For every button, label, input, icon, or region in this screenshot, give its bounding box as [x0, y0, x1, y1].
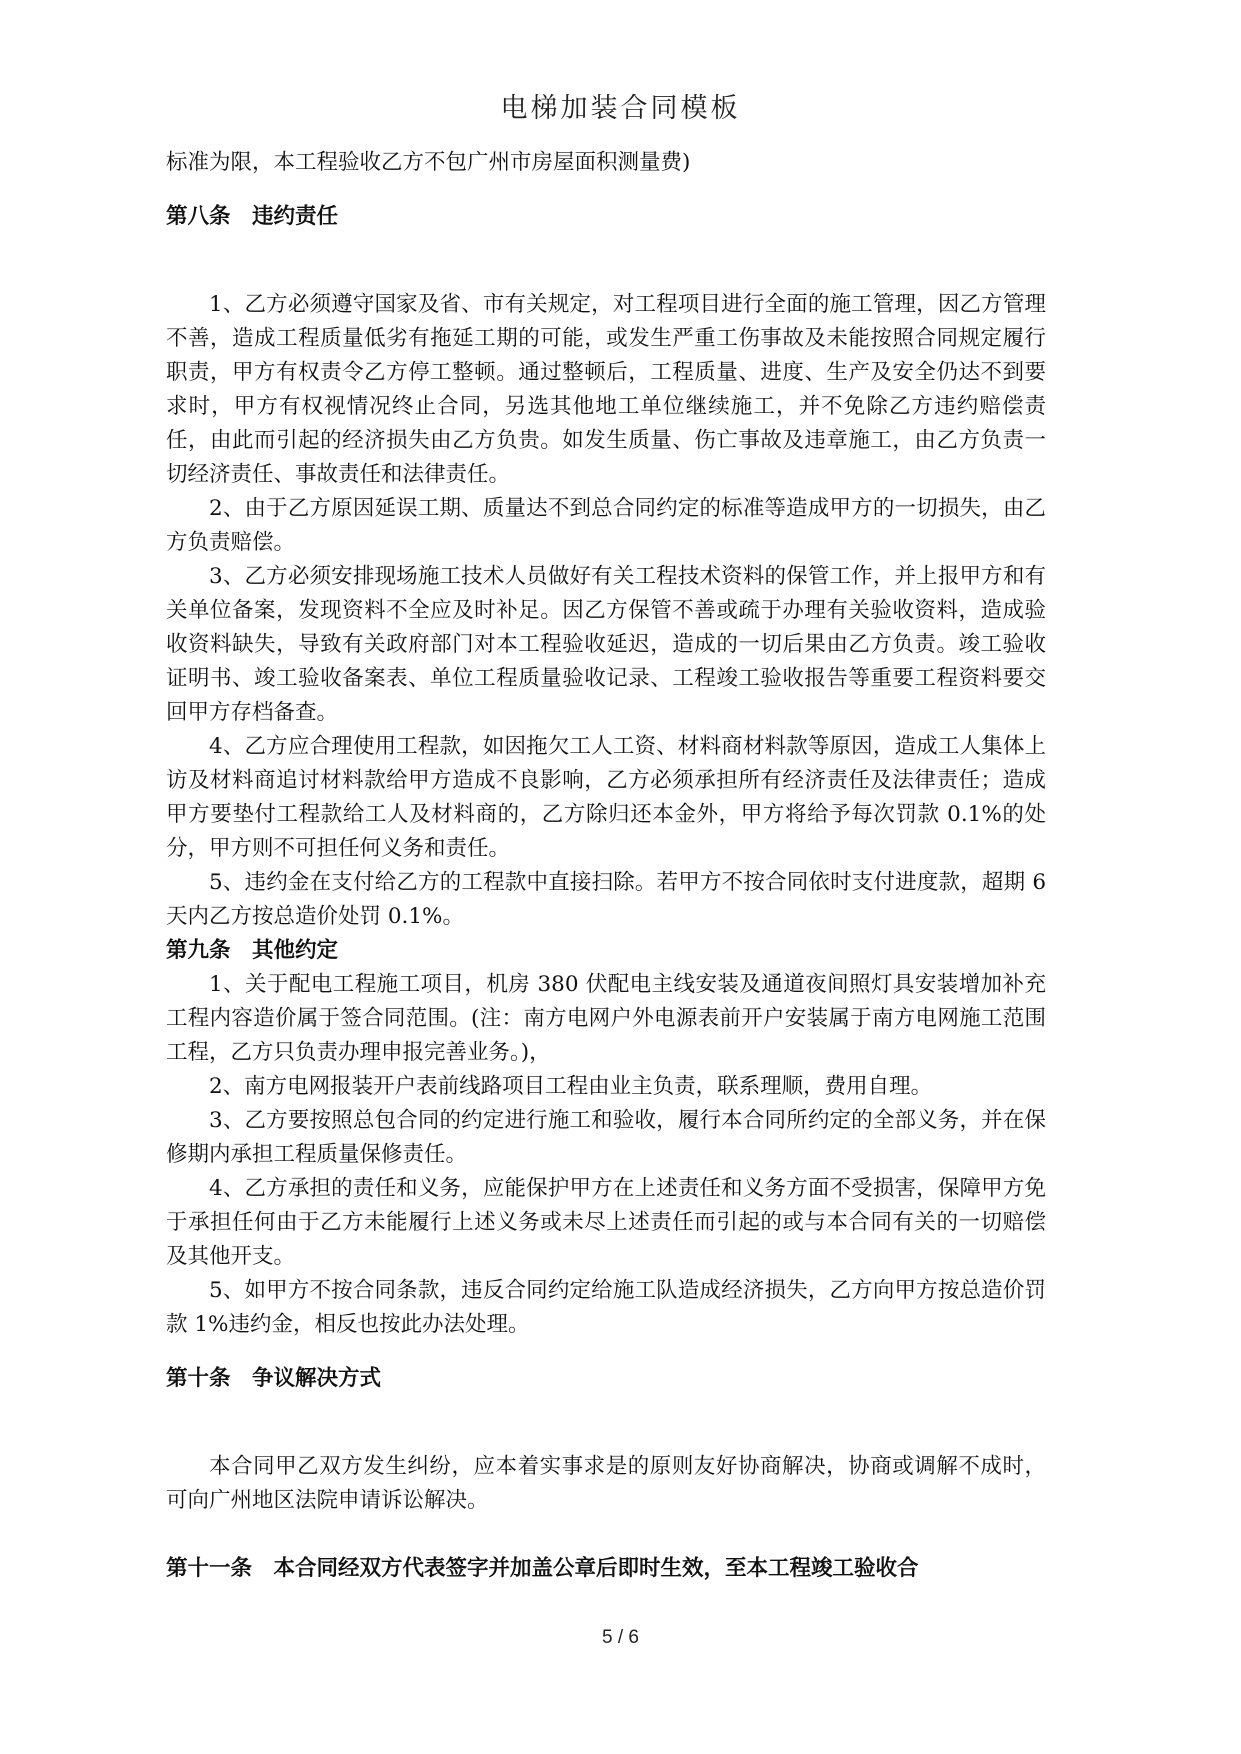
article-8-item: 5、违约金在支付给乙方的工程款中直接扫除。若甲方不按合同依时支付进度款，超期 6 天内乙方按总造价处罚 0.1%。	[166, 870, 1046, 929]
article-9-item: 3、乙方要按照总包合同的约定进行施工和验收，履行本合同所约定的全部义务，并在保修期内承担工程质量保修责任。	[166, 1108, 1046, 1167]
article-9-item: 1、关于配电工程施工项目，机房 380 伏配电主线安装及通道夜间照灯具安装增加补充工程内容造价属于签合同范围。(注：南方电网户外电源表前开户安装属于南方电网施工范围工程，乙方只负责办理申报完善业务。)，	[166, 972, 1046, 1065]
article-10-text: 本合同甲乙双方发生纠纷，应本着实事求是的原则友好协商解决，协商或调解不成时，可向广州地区法院申请诉讼解决。	[166, 1454, 1046, 1513]
article-10-heading: 第十条 争议解决方式	[166, 1366, 382, 1391]
page-number: 5 / 6	[602, 1627, 639, 1648]
article-11-heading: 第十一条 本合同经双方代表签字并加盖公章后即时生效，至本工程竣工验收合	[166, 1556, 919, 1581]
article-8-item: 2、由于乙方原因延误工期、质量达不到总合同约定的标准等造成甲方的一切损失，由乙方负责赔偿。	[166, 496, 1046, 555]
article-9-item: 2、南方电网报装开户表前线路项目工程由业主负责，联系理顺，费用自理。	[209, 1074, 933, 1099]
article-8-item: 3、乙方必须安排现场施工技术人员做好有关工程技术资料的保管工作，并上报甲方和有关单位备案，发现资料不全应及时补足。因乙方保管不善或疏于办理有关验收资料，造成验收资料缺失，导致有关政府部门对本工程验收延迟，造成的一切后果由乙方负责。竣工验收证明书、竣工验收备案表、单位工程质量验收记录、工程竣工验收报告等重要工程资料要交回甲方存档备查。	[166, 564, 1046, 725]
document-body	[166, 146, 1046, 1586]
article-9-item: 5、如甲方不按合同条款，违反合同约定给施工队造成经济损失，乙方向甲方按总造价罚款 1%违约金，相反也按此办法处理。	[166, 1278, 1046, 1337]
article-8-item: 1、乙方必须遵守国家及省、市有关规定，对工程项目进行全面的施工管理，因乙方管理不善，造成工程质量低劣有拖延工期的可能，或发生严重工伤事故及未能按照合同规定履行职责，甲方有权责令乙方停工整顿。通过整顿后，工程质量、进度、生产及安全仍达不到要求时，甲方有权视情况终止合同，另选其他地工单位继续施工，并不免除乙方违约赔偿责任，由此而引起的经济损失由乙方负贵。如发生质量、伤亡事故及违章施工，由乙方负责一切经济责任、事故责任和法律责任。	[166, 292, 1046, 487]
article-8-item: 4、乙方应合理使用工程款，如因拖欠工人工资、材料商材料款等原因，造成工人集体上访及材料商追讨材料款给甲方造成不良影响，乙方必须承担所有经济责任及法律责任；造成甲方要垫付工程款给工人及材料商的，乙方除归还本金外，甲方将给予每次罚款 0.1%的处分，甲方则不可担任何义务和责任。	[166, 734, 1046, 861]
document-title: 电梯加装合同模板	[500, 93, 741, 124]
continuation-text: 标准为限，本工程验收乙方不包广州市房屋面积测量费)	[166, 150, 691, 175]
article-8-heading: 第八条 违约责任	[166, 204, 339, 229]
article-9-item: 4、乙方承担的责任和义务，应能保护甲方在上述责任和义务方面不受损害，保障甲方免于承担任何由于乙方未能履行上述义务或未尽上述责任而引起的或与本合同有关的一切赔偿及其他开支。	[166, 1176, 1046, 1269]
article-9-heading: 第九条 其他约定	[166, 938, 339, 963]
